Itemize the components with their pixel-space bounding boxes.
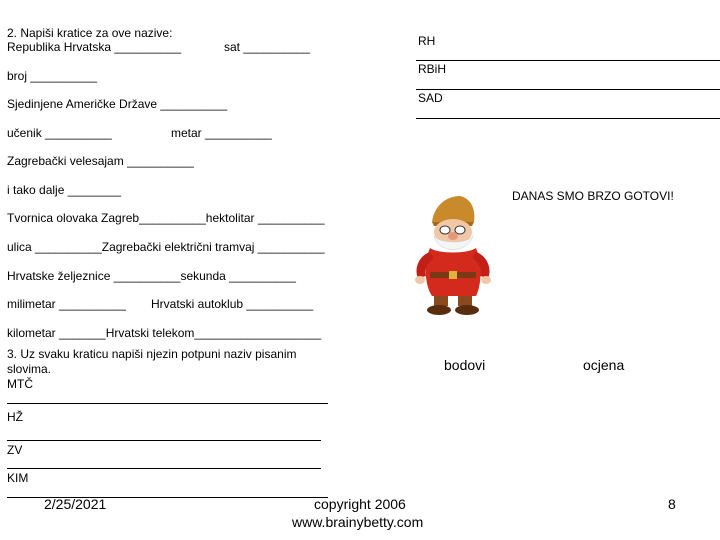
item-velesajam: Zagrebački velesajam __________ <box>7 154 194 168</box>
task3-line-zv <box>7 468 321 469</box>
task3-heading: 3. Uz svaku kraticu napiši njezin potpuni naziv pisanim <box>7 347 297 361</box>
footer-date: 2/25/2021 <box>44 496 107 512</box>
item-metar: metar __________ <box>171 126 272 140</box>
item-republika-hrvatska: Republika Hrvatska __________ <box>7 40 182 54</box>
answer-rbih: RBiH <box>418 62 447 76</box>
item-ulica: ulica __________Zagrebački električni tramvaj __________ <box>7 240 325 254</box>
answer-line-rh <box>416 60 720 61</box>
item-sad-full: Sjedinjene Američke Države __________ <box>7 97 228 111</box>
task3-line-mtc <box>7 403 328 404</box>
answer-rh: RH <box>418 34 436 48</box>
task3-item-hz: HŽ <box>7 410 23 424</box>
answer-line-sad <box>416 118 720 119</box>
task3-item-mtc: MTČ <box>7 377 33 391</box>
item-itd: i tako dalje ________ <box>7 183 122 197</box>
item-kilometar: kilometar _______Hrvatski telekom___________________ <box>7 326 322 340</box>
task3-heading-cont: slovima. <box>7 362 52 376</box>
dwarf-illustration <box>410 192 494 316</box>
item-hak: Hrvatski autoklub __________ <box>151 297 314 311</box>
item-tvornica: Tvornica olovaka Zagreb__________hektolitar __________ <box>7 211 325 225</box>
banner-text: DANAS SMO BRZO GOTOVI! <box>512 189 674 203</box>
item-sat: sat __________ <box>224 40 311 54</box>
item-milimetar: milimetar __________ <box>7 297 126 311</box>
item-ucenik: učenik __________ <box>7 126 112 140</box>
task3-line-hz <box>7 440 321 441</box>
footer-copyright: copyright 2006 <box>314 496 406 512</box>
item-broj: broj __________ <box>7 69 98 83</box>
task3-item-zv: ZV <box>7 443 23 457</box>
answer-line-rbih <box>416 89 720 90</box>
task3-item-kim: KIM <box>7 471 29 485</box>
label-ocjena: ocjena <box>583 357 625 373</box>
footer-page-number: 8 <box>668 496 676 512</box>
item-hz: Hrvatske željeznice __________sekunda __________ <box>7 269 296 283</box>
footer-site[interactable]: www.brainybetty.com <box>292 514 424 530</box>
answer-sad: SAD <box>418 91 443 105</box>
label-bodovi: bodovi <box>444 357 486 373</box>
task2-heading: 2. Napiši kratice za ove nazive: <box>7 26 173 40</box>
